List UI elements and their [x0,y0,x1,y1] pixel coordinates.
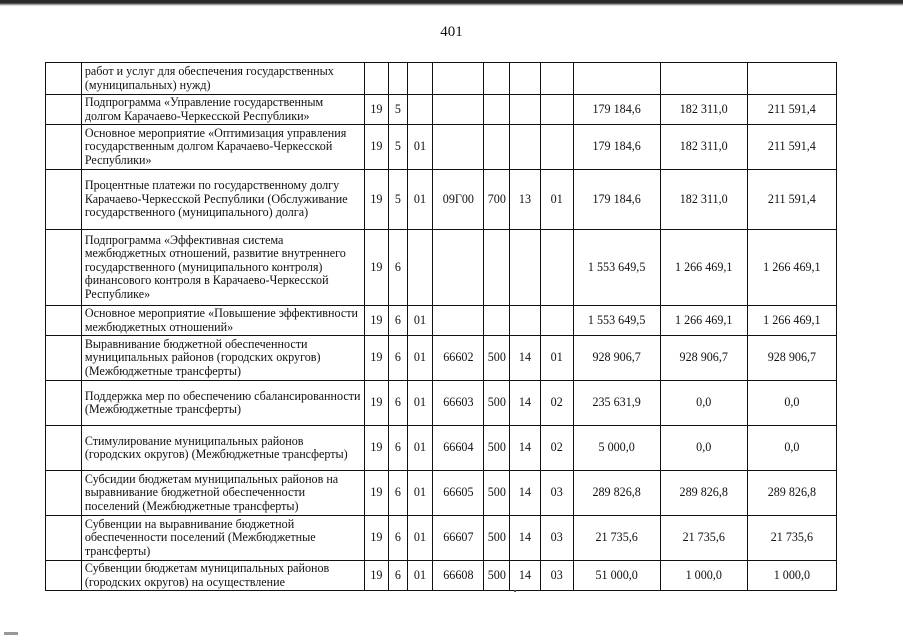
row-number-cell [46,381,82,426]
code-cell-subprogram: 5 [389,170,407,230]
amount-cell-year2: 928 906,7 [660,336,747,381]
amount-cell-year1: 235 631,9 [573,381,660,426]
code-cell-subsection [540,125,573,170]
amount-cell-year2: 182 311,0 [660,170,747,230]
code-cell-expense-type [484,125,510,170]
amount-cell-year2: 1 000,0 [660,561,747,591]
amount-cell-year2 [660,63,747,95]
page-number: 401 [440,24,463,40]
row-number-cell [46,170,82,230]
code-cell-activity: 01 [407,426,433,471]
amount-cell-year1: 1 553 649,5 [573,230,660,306]
amount-cell-year2: 0,0 [660,381,747,426]
code-cell-subsection: 03 [540,516,573,561]
scan-edge-mark [4,632,18,635]
amount-cell-year3 [747,63,836,95]
amount-cell-year3: 0,0 [747,381,836,426]
budget-table [45,62,837,591]
code-cell-activity: 01 [407,306,433,336]
code-cell-direction: 66602 [433,336,484,381]
code-cell-expense-type: 500 [484,426,510,471]
amount-cell-year3: 1 266 469,1 [747,306,836,336]
table-row [46,471,837,516]
amount-cell-year1: 928 906,7 [573,336,660,381]
row-number-cell [46,426,82,471]
code-cell-subsection: 03 [540,471,573,516]
table-row [46,381,837,426]
amount-cell-year1: 289 826,8 [573,471,660,516]
code-cell-section [510,125,541,170]
code-cell-expense-type: 500 [484,381,510,426]
amount-cell-year1: 179 184,6 [573,125,660,170]
code-cell-section [510,63,541,95]
code-cell-activity: 01 [407,381,433,426]
code-cell-activity: 01 [407,170,433,230]
row-number-cell [46,516,82,561]
row-name-cell: Основное мероприятие «Повышение эффективности межбюджетных отношений» [81,306,364,336]
amount-cell-year2: 1 266 469,1 [660,230,747,306]
code-cell-ministry: 19 [364,426,389,471]
code-cell-section: 14 [510,381,541,426]
row-name-cell: Выравнивание бюджетной обеспеченности муниципальных районов (городских округов) (Межбюджетные трансферты) [81,336,364,381]
code-cell-activity: 01 [407,125,433,170]
code-cell-direction: 66604 [433,426,484,471]
code-cell-direction [433,125,484,170]
code-cell-subprogram: 6 [389,471,407,516]
table-row [46,125,837,170]
code-cell-direction: 66603 [433,381,484,426]
code-cell-ministry: 19 [364,95,389,125]
row-number-cell [46,95,82,125]
row-number-cell [46,336,82,381]
code-cell-subprogram: 6 [389,426,407,471]
code-cell-ministry [364,63,389,95]
code-cell-direction: 66608 [433,561,484,591]
code-cell-expense-type [484,230,510,306]
code-cell-ministry: 19 [364,230,389,306]
amount-cell-year2: 182 311,0 [660,95,747,125]
code-cell-direction: 66605 [433,471,484,516]
table-row [46,336,837,381]
amount-cell-year3: 0,0 [747,426,836,471]
amount-cell-year1: 179 184,6 [573,95,660,125]
code-cell-section [510,306,541,336]
code-cell-direction: 66607 [433,516,484,561]
code-cell-expense-type: 500 [484,561,510,591]
code-cell-subprogram: 6 [389,336,407,381]
code-cell-direction [433,306,484,336]
code-cell-subsection [540,306,573,336]
code-cell-ministry: 19 [364,306,389,336]
code-cell-subprogram: 6 [389,381,407,426]
row-name-cell: работ и услуг для обеспечения государственных (муниципальных) нужд) [81,63,364,95]
code-cell-subprogram: 6 [389,561,407,591]
code-cell-direction [433,63,484,95]
row-name-cell: Поддержка мер по обеспечению сбалансированности (Межбюджетные трансферты) [81,381,364,426]
code-cell-direction [433,95,484,125]
table-row [46,230,837,306]
code-cell-ministry: 19 [364,170,389,230]
amount-cell-year3: 21 735,6 [747,516,836,561]
code-cell-subsection: 03 [540,561,573,591]
code-cell-activity [407,230,433,306]
table-row [46,170,837,230]
row-name-cell: Стимулирование муниципальных районов (городских округов) (Межбюджетные трансферты) [81,426,364,471]
code-cell-subsection [540,63,573,95]
code-cell-ministry: 19 [364,381,389,426]
code-cell-expense-type: 500 [484,471,510,516]
row-name-cell: Подпрограмма «Управление государственным долгом Карачаево-Черкесской Республики» [81,95,364,125]
table-row [46,306,837,336]
code-cell-ministry: 19 [364,561,389,591]
row-name-cell: Субвенции бюджетам муниципальных районов (городских округов) на осуществление [81,561,364,591]
amount-cell-year2: 182 311,0 [660,125,747,170]
amount-cell-year3: 211 591,4 [747,125,836,170]
amount-cell-year3: 1 266 469,1 [747,230,836,306]
code-cell-subprogram: 6 [389,230,407,306]
code-cell-ministry: 19 [364,125,389,170]
code-cell-section: 14 [510,426,541,471]
code-cell-section: 13 [510,170,541,230]
code-cell-activity: 01 [407,516,433,561]
table-row [46,516,837,561]
amount-cell-year3: 1 000,0 [747,561,836,591]
amount-cell-year2: 21 735,6 [660,516,747,561]
row-name-cell: Подпрограмма «Эффективная система межбюджетных отношений, развитие внутреннего государственного (муниципального контроля) финансового контроля в Карачаево-Черкесской Республике» [81,230,364,306]
code-cell-expense-type [484,63,510,95]
code-cell-expense-type [484,306,510,336]
row-number-cell [46,63,82,95]
code-cell-ministry: 19 [364,516,389,561]
amount-cell-year2: 0,0 [660,426,747,471]
row-name-cell: Субвенции на выравнивание бюджетной обеспеченности поселений (Межбюджетные трансферты) [81,516,364,561]
row-name-cell: Субсидии бюджетам муниципальных районов на выравнивание бюджетной обеспеченности поселений (Межбюджетные трансферты) [81,471,364,516]
code-cell-activity [407,95,433,125]
code-cell-activity: 01 [407,561,433,591]
code-cell-section [510,230,541,306]
row-number-cell [46,471,82,516]
amount-cell-year2: 1 266 469,1 [660,306,747,336]
code-cell-subprogram: 5 [389,95,407,125]
code-cell-subsection: 02 [540,426,573,471]
row-name-cell: Процентные платежи по государственному долгу Карачаево-Черкесской Республики (Обслуживание государственного (муниципального) долга) [81,170,364,230]
code-cell-expense-type: 700 [484,170,510,230]
code-cell-subsection [540,230,573,306]
code-cell-activity: 01 [407,336,433,381]
code-cell-expense-type [484,95,510,125]
scan-speck [514,590,516,592]
code-cell-expense-type: 500 [484,516,510,561]
code-cell-ministry: 19 [364,336,389,381]
code-cell-section: 14 [510,516,541,561]
row-name-cell: Основное мероприятие «Оптимизация управления государственным долгом Карачаево-Черкесской Республики» [81,125,364,170]
code-cell-subsection: 01 [540,336,573,381]
table-row [46,561,837,591]
code-cell-section [510,95,541,125]
amount-cell-year1 [573,63,660,95]
table-row [46,95,837,125]
code-cell-subprogram: 6 [389,516,407,561]
code-cell-subsection: 01 [540,170,573,230]
table-row [46,426,837,471]
amount-cell-year3: 928 906,7 [747,336,836,381]
amount-cell-year3: 211 591,4 [747,95,836,125]
row-number-cell [46,561,82,591]
code-cell-section: 14 [510,561,541,591]
code-cell-subprogram: 5 [389,125,407,170]
table-row [46,63,837,95]
amount-cell-year1: 179 184,6 [573,170,660,230]
code-cell-subprogram: 6 [389,306,407,336]
page-top-rule [0,0,903,6]
code-cell-activity [407,63,433,95]
amount-cell-year1: 21 735,6 [573,516,660,561]
code-cell-subsection: 02 [540,381,573,426]
code-cell-section: 14 [510,471,541,516]
code-cell-ministry: 19 [364,471,389,516]
code-cell-expense-type: 500 [484,336,510,381]
amount-cell-year2: 289 826,8 [660,471,747,516]
row-number-cell [46,125,82,170]
amount-cell-year1: 1 553 649,5 [573,306,660,336]
code-cell-activity: 01 [407,471,433,516]
amount-cell-year3: 289 826,8 [747,471,836,516]
code-cell-subprogram [389,63,407,95]
row-number-cell [46,230,82,306]
code-cell-direction: 09Г00 [433,170,484,230]
amount-cell-year1: 51 000,0 [573,561,660,591]
amount-cell-year3: 211 591,4 [747,170,836,230]
code-cell-section: 14 [510,336,541,381]
amount-cell-year1: 5 000,0 [573,426,660,471]
code-cell-direction [433,230,484,306]
row-number-cell [46,306,82,336]
code-cell-subsection [540,95,573,125]
